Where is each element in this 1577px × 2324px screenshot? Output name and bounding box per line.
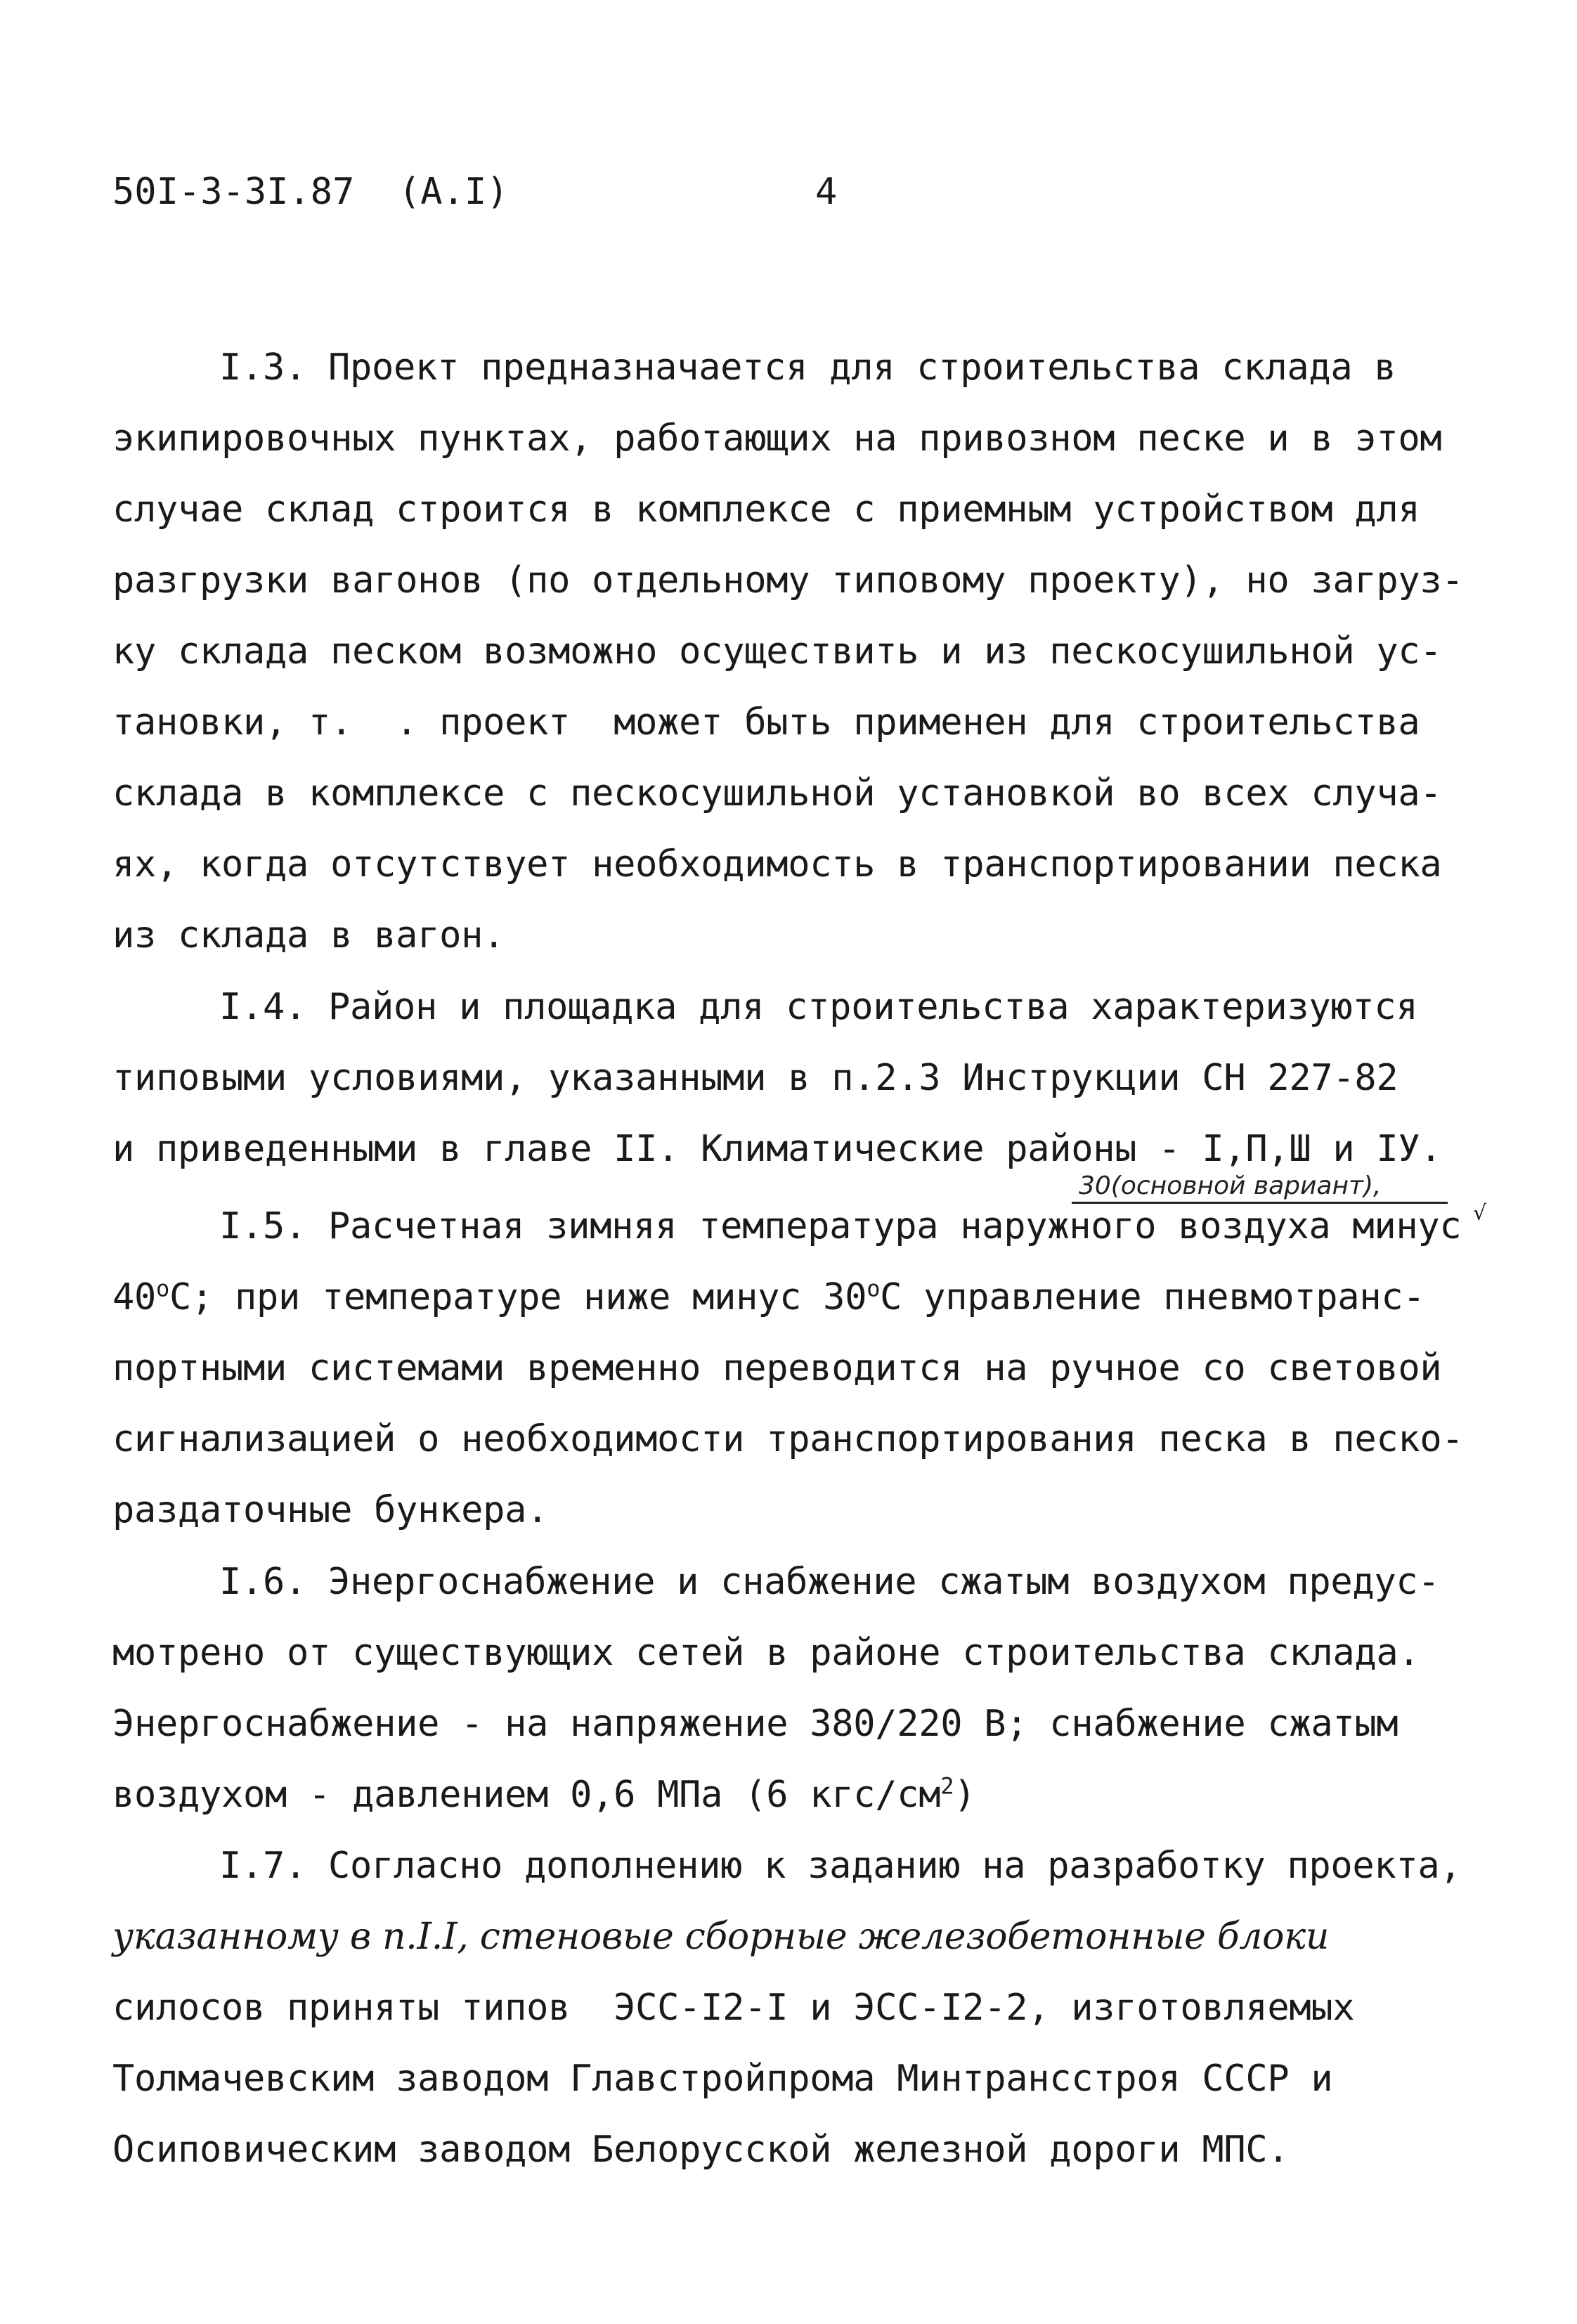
paragraph-1-7-line: Осиповическим заводом Белорусской железной дороги МПС. — [112, 2129, 1290, 2171]
paragraph-1-6-line: мотрено от существующих сетей в районе строительства склада. — [112, 1632, 1420, 1674]
paragraph-1-7-line: Толмачевским заводом Главстройпрома Минтрансстроя СССР и — [112, 2058, 1333, 2100]
paragraph-1-6-line: Энергоснабжение - на напряжение 380/220 В; снабжение сжатым — [112, 1703, 1398, 1745]
paragraph-1-5-line: сигнализацией о необходимости транспортирования песка в песко- — [112, 1418, 1464, 1460]
paragraph-1-4-line: I.4. Район и площадка для строительства характеризуются — [219, 986, 1418, 1028]
document-code: 50I-3-3I.87 (А.I) — [112, 171, 509, 213]
paragraph-1-7-line: указанному в п.I.I, стеновые сборные железобетонные блоки — [112, 1916, 1330, 1958]
paragraph-1-3-line: I.3. Проект предназначается для строительства склада в — [219, 346, 1396, 389]
paragraph-1-4-line: и приведенными в главе II. Климатические районы - I,П,Ш и IУ. — [112, 1128, 1442, 1170]
checkmark-icon: √ — [1473, 1201, 1487, 1226]
paragraph-1-6-line: I.6. Энергоснабжение и снабжение сжатым воздухом предус- — [219, 1561, 1440, 1603]
handwritten-note: 30(основной вариант), — [1079, 1171, 1382, 1200]
paragraph-1-5-line: $40^оС$; при температуре ниже минус $30^оС$ управление пневмотранс- — [112, 1275, 1425, 1318]
paragraph-1-3-line: ях, когда отсутствует необходимость в транспортировании песка — [112, 843, 1442, 885]
paragraph-1-3-line: ку склада песком возможно осуществить и из пескосушильной ус- — [112, 630, 1442, 673]
paragraph-1-3-line: случае склад строится в комплексе с приемным устройством для — [112, 488, 1420, 531]
paragraph-1-4-line: типовыми условиями, указанными в п.2.3 Инструкции СН 227-82 — [112, 1057, 1398, 1099]
paragraph-1-7-line: силосов приняты типов ЭСС-I2-I и ЭСС-I2-2, изготовляемых — [112, 1987, 1355, 2029]
paragraph-1-3-line: разгрузки вагонов (по отдельному типовому проекту), но загруз- — [112, 559, 1464, 602]
page-number: 4 — [815, 171, 838, 213]
paragraph-1-5-line: I.5. Расчетная зимняя температура наружного воздуха минус — [219, 1205, 1462, 1247]
paragraph-1-3-line: тановки, т. . проект может быть применен для строительства — [112, 701, 1420, 744]
paragraph-1-5-line: раздаточные бункера. — [112, 1489, 549, 1531]
paragraph-1-3-line: из склада в вагон. — [112, 914, 505, 956]
paragraph-1-3-line: экипировочных пунктах, работающих на привозном песке и в этом — [112, 417, 1442, 460]
paragraph-1-6-line: воздухом - давлением 0,6 МПа (6 кгс/$см^2$) — [112, 1772, 976, 1816]
paragraph-1-5-line: портными системами временно переводится на ручное со световой — [112, 1347, 1442, 1389]
paragraph-1-3-line: склада в комплексе с пескосушильной установкой во всех случа- — [112, 772, 1442, 814]
paragraph-1-7-line: I.7. Согласно дополнению к заданию на разработку проекта, — [219, 1845, 1462, 1887]
